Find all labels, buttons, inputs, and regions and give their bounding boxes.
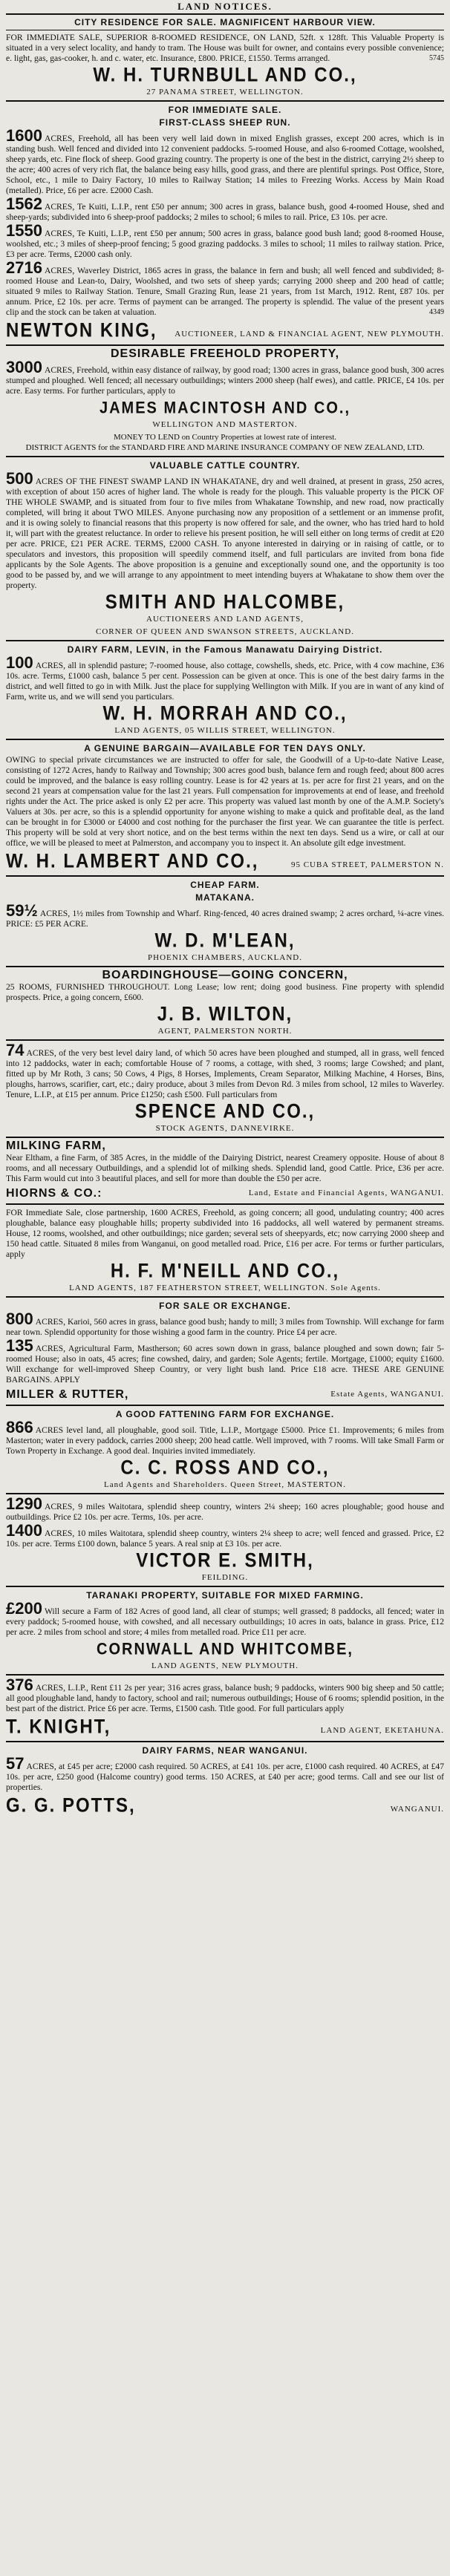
lot: 135 ACRES, Agricultural Farm, Mastherson; 60 acres sown down in grass, balance ploughed and sown down; fair 5-roomed House; also in oats, 45 acres; fine cowshed, dairy, and garden; Sole Agents; fertile. Mortgage, £1000; equity £1600. Will exchange for well-improved Sheep Country, or very light bush land. Price £18 acre. THESE ARE GENUINE BARGAINS. APPLY: [6, 1336, 444, 1385]
lot-acres: 3000: [6, 358, 42, 376]
ad-heading: DESIRABLE FREEHOLD PROPERTY,: [110, 347, 340, 360]
firm-address: LAND AGENTS, 187 FEATHERSTON STREET, WELLINGTON. Sole Agents.: [69, 1284, 381, 1292]
ad-body: OWING to special private circumstances we are instructed to offer for sale, the Goodwill of a Up-to-date Native Lease, consisting of 1272 Acres, handy to Railway and Township; 300 acres good bush, balance fern and rough feed; about 800 acres could be improved, and the balance is easy rolling country. Lease is for 42 years at 1s. per acre for first 21 years, and on the second 21 years at compensation value for the last 21 years. Full compensation for improvements at end of lease, and freehold rights under the Act. The price asked is only £2 per acre. This property was valued last month by one of the A.M.P. Society's Valuers at 30s. per acre, so this is a splendid opportunity for anyone wishing to make a quick and profitable deal, as the land can be brought in for £3000 or £4000 and cost nothing for the purchaser the first year. We can guarantee the title is perfect. This property will be sold at very short notice, and on the best terms within the next ten days. Send us a wire, or call at our office, we will be pleased to meet at Palmerston, and accompany you to inspect it. An absolute gilt edge investment.: [6, 755, 444, 848]
lot-acres: 800: [6, 1310, 33, 1328]
lot: 1600 ACRES, Freehold, all has been very well laid down in mixed English grasses, except 200 acres, which is in standing bush. Well fenced and divided into 12 convenient paddocks. 5-roomed House, and also 6-roomed Cottage, woolshed, sheep yards, etc. Fine flock of sheep. Good grazing country. The property is one of the best in the district, carrying 2½ sheep to the acre; 400 acres of very rich flat, the balance being easy hills, good grass, and there are plentiful springs. Post Office, Store, School, etc., 1 mile to Dairy Factory, 10 miles to Railway Station; 14 miles to Freezing Works. Access by Main Road (metalled). Price, £6 per acre. £2000 Cash.: [6, 126, 444, 195]
lot: £200 Will secure a Farm of 182 Acres of good land, all clear of stumps; well grassed; 8 paddocks, all fenced; water in every paddock; 5-roomed house, with cowshed, and all necessary outbuildings; 10 acres in oats, balance in grass. Price, £12 per acre. 2 miles from school and store; 4 miles from metalled road. Price £11 per acre.: [6, 1599, 444, 1637]
lot: 866 ACRES level land, all ploughable, good soil. Title, L.I.P., Mortgage £5000. Price £1. Improvements; 6 miles from Masterton; water in every paddock, carries 2000 sheep; 200 head cattle. Well improved, with 7 rooms. Will take Small Farm or Town Property in Exchange. A good deal. Inquiries invited immediately.: [6, 1418, 444, 1456]
firm-name: CORNWALL AND WHITCOMBE,: [97, 1640, 353, 1659]
firm-name: SMITH AND HALCOMBE,: [105, 591, 345, 614]
ad-heading: CHEAP FARM.: [190, 880, 260, 890]
firm-name: W. H. MORRAH AND CO.,: [102, 702, 348, 725]
firm-name: NEWTON KING,: [6, 319, 157, 342]
divider: [6, 1674, 444, 1676]
ad-waitotara: [6, 1494, 444, 1583]
lot: 59½ ACRES, 1½ miles from Township and Wharf. Ring-fenced, 40 acres drained swamp; 2 acres orchard, ¼-acre vines. PRICE: £5 PER ACRE.: [6, 901, 444, 929]
ad-genuine-bargain: [6, 743, 444, 872]
ad-heading: A GENUINE BARGAIN—AVAILABLE FOR TEN DAYS ONLY.: [84, 743, 366, 753]
ad-city-residence: [6, 17, 444, 97]
firm-address: 95 CUBA STREET, PALMERSTON N.: [290, 860, 444, 869]
lot: 1290 ACRES, 9 miles Waitotara, splendid sheep country, winters 2¼ sheep; 160 acres ploughable; good house and outbuildings. Price £2 10s. per acre. Terms, 10s. per acre.: [6, 1494, 444, 1522]
firm-address: STOCK AGENTS, DANNEVIRKE.: [155, 1124, 295, 1133]
lot: 800 ACRES, Karioi, 560 acres in grass, balance good bush; handy to mill; 3 miles from Township. Will exchange for farm near town. Splendid opportunity for those wishing a good farm in the country. Price £4 per acre.: [6, 1310, 444, 1337]
firm-name: C. C. ROSS AND CO.,: [120, 1457, 330, 1480]
firm-address: FEILDING.: [201, 1573, 249, 1582]
lot: 1550 ACRES, Te Kuiti, L.I.P., rent £50 per annum; 500 acres in grass, balance good bush land; good 8-roomed House, woolshed, etc.; 3 miles of sheep-proof fencing; 5 good grazing paddocks. 3 miles to school; 11 miles to railway station. Price, £3 per acre. Terms, £2000 cash only.: [6, 221, 444, 259]
ad-milking-farm: [6, 1141, 444, 1200]
ad-ref: 4349: [429, 308, 444, 316]
divider: [6, 875, 444, 877]
lot-acres: 1290: [6, 1494, 42, 1513]
lot-acres: 74: [6, 1041, 25, 1059]
lot: 3000 ACRES, Freehold, within easy distance of railway, by good road; 1300 acres in grass, balance good bush, 300 acres stumped and ploughed. Well fenced; all necessary outbuildings; winters 2000 sheep (half ewes), and cattle. PRICE, £4 10s. per acre. Easy terms. For further particulars, apply to: [6, 358, 444, 396]
lot-acres: 2716: [6, 258, 42, 277]
ad-heading: BOARDINGHOUSE—GOING CONCERN,: [102, 969, 348, 981]
ad-freehold-property: [6, 349, 444, 453]
ad-eketahuna: [6, 1678, 444, 1738]
firm-row: [6, 1387, 444, 1402]
ad-heading: TARANAKI PROPERTY, SUITABLE FOR MIXED FARMING.: [86, 1590, 364, 1601]
divider: [6, 1296, 444, 1298]
lot: 100 ACRES, all in splendid pasture; 7-roomed house, also cottage, cowshells, sheds, etc. Price, with 4 cow machine, £36 10s. acre. Terms, £1000 cash, balance 5 per cent. Possession can be given at once. This is one of the best dairy farms in the district, and well fitted to go in with Milk. Just the place for supplying Wellington with Milk. If you are in want of any kind of Farm, write us, and we will send you particulars.: [6, 653, 444, 702]
ad-heading: CITY RESIDENCE FOR SALE. MAGNIFICENT HARBOUR VIEW.: [74, 17, 376, 27]
divider: [6, 640, 444, 641]
ad-subheading: MATAKANA.: [195, 892, 255, 903]
ad-boardinghouse: [6, 970, 444, 1036]
lot: 500 ACRES OF THE FINEST SWAMP LAND IN WHAKATANE, dry and well drained, at present in grass, 250 acres, with exception of about 150 acres of higher land. The whole is ready for the plough. This valuable property is the PICK OF THE WHOLE SWAMP, and is situated from four to five miles from Whakatane Township, and new road, now practically completed, will bring it about TWO MILES. Anyone purchasing now any proposition of a settlement or an immense profit, and it is owing solely to financial reasons that this property is now offered for sale, and the owner, who has tried hard to hold it, will part with the greatest reluctance. In order to relieve his present position, he will sell either on long terms of credit at £20 per acre. PRICE, £21 PER ACRE. TERMS, £2000 CASH. To anyone interested in dairying or in raising of cattle, or to speculators and investors, this proposition will speedily commend itself, and full particulars are invited from bona fide applicants by the Sole Agents. The above proposition is a genuine and exceptionally sound one, and the opportunity is too good to be passed by, and we will arrange to any appointment to meet intending buyers at Whakatane to show them over the property.: [6, 469, 444, 590]
firm-name: T. KNIGHT,: [6, 1716, 111, 1739]
ad-heading: DAIRY FARMS, NEAR WANGANUI.: [142, 1745, 308, 1756]
firm-name: H. F. M'NEILL AND CO.,: [110, 1260, 340, 1283]
ad-heading: VALUABLE CATTLE COUNTRY.: [149, 460, 301, 471]
lot-acres: 866: [6, 1418, 33, 1436]
firm-name: W. D. M'LEAN,: [154, 929, 296, 952]
ad-taranaki: [6, 1590, 444, 1671]
ad-note: DISTRICT AGENTS for the STANDARD FIRE AND MARINE INSURANCE COMPANY OF NEW ZEALAND, LTD.: [25, 443, 425, 452]
lot-acres: 57: [6, 1754, 25, 1773]
divider: [6, 1741, 444, 1742]
firm-name: MILLER & RUTTER,: [6, 1388, 129, 1401]
section-masthead: LAND NOTICES.: [6, 1, 444, 15]
ad-heading: DAIRY FARM, LEVIN, in the Famous Manawatu Dairying District.: [67, 644, 383, 655]
ad-ref: 5745: [429, 54, 444, 62]
firm-address: AGENT, PALMERSTON NORTH.: [157, 1027, 293, 1036]
firm-name: VICTOR E. SMITH,: [136, 1549, 314, 1572]
divider: [6, 100, 444, 102]
firm-address: Estate Agents, WANGANUI.: [330, 1390, 444, 1399]
ad-cheap-farm: [6, 880, 444, 963]
ad-subheading: FIRST-CLASS SHEEP RUN.: [159, 117, 291, 128]
firm-row: [6, 1716, 444, 1738]
lot-acres: 500: [6, 469, 33, 488]
ad-fattening-farm: [6, 1409, 444, 1490]
divider: [6, 739, 444, 740]
divider: [6, 1586, 444, 1587]
firm-address: AUCTIONEER, LAND & FINANCIAL AGENT, NEW PLYMOUTH.: [175, 330, 444, 339]
divider: [6, 1203, 444, 1205]
ad-dairy-land: [6, 1041, 444, 1134]
firm-address: Land, Estate and Financial Agents, WANGANUI.: [248, 1189, 444, 1197]
ad-cattle-country: [6, 460, 444, 637]
firm-row: [6, 319, 444, 341]
ad-immediate-sale: [6, 1208, 444, 1293]
firm-name: W. H. TURNBULL AND CO.,: [93, 64, 357, 87]
ad-heading: A GOOD FATTENING FARM FOR EXCHANGE.: [115, 1409, 335, 1419]
divider: [6, 966, 444, 967]
ad-note: MONEY TO LEND on Country Properties at lowest rate of interest.: [113, 433, 337, 442]
firm-row: [6, 1794, 444, 1817]
firm-name: G. G. POTTS,: [6, 1794, 136, 1817]
ad-heading: FOR SALE OR EXCHANGE.: [159, 1301, 291, 1311]
firm-address: LAND AGENTS, NEW PLYMOUTH.: [151, 1661, 299, 1670]
firm-name: SPENCE AND CO.,: [134, 1100, 316, 1123]
divider: [6, 1039, 444, 1041]
divider: [6, 456, 444, 457]
lot-acres: 1562: [6, 194, 42, 213]
lot: 2716 ACRES, Waverley District, 1865 acres in grass, the balance in fern and bush; all well fenced and subdivided; 8-roomed House and Lean-to, Dairy, Woolshed, and two sets of sheep yards; carrying 2000 sheep and 200 head of cattle; situated 9 miles to Railway Station. Tenure, Small Grazing Run, lease 21 years, from 1st March, 1912. Rent, £87 10s. per annum. Price, £2 10s. per acre. Terms of payment can be arranged. The property is splendid. The value of the present years clip and the stock can be taken at valuation. 4349: [6, 258, 444, 317]
lot-acres: 1550: [6, 221, 42, 240]
lot-acres: £200: [6, 1599, 42, 1618]
lot-acres: 1600: [6, 126, 42, 145]
divider: [6, 1493, 444, 1494]
ad-sale-or-exchange: [6, 1301, 444, 1402]
divider: [6, 1405, 444, 1406]
firm-name: J. B. WILTON,: [157, 1003, 293, 1026]
ad-heading: MILKING FARM,: [6, 1140, 106, 1152]
firm-row: [6, 850, 444, 872]
ad-sheep-run: [6, 105, 444, 341]
firm-address: 27 PANAMA STREET, WELLINGTON.: [146, 88, 304, 97]
firm-address: WANGANUI.: [390, 1805, 444, 1814]
firm-name: JAMES MACINTOSH AND CO.,: [99, 399, 351, 418]
lot-acres: 100: [6, 653, 33, 672]
lot-acres: 376: [6, 1676, 33, 1694]
firm-address: LAND AGENT, EKETAHUNA.: [320, 1726, 444, 1735]
ad-body: FOR IMMEDIATE SALE, SUPERIOR 8-ROOMED RESIDENCE, ON LAND, 52ft. x 128ft. This Valuable Property is situated in a very select locality, and handy to tram. The House was built for owner, and contains every possible convenience; e. light, gas, gas-cooker, h. and c. water, etc. Insurance, £800. PRICE, £1550. Terms arranged. 5745: [6, 33, 444, 63]
lot-acres: 59½: [6, 901, 38, 920]
firm-row: [6, 1186, 444, 1200]
ad-dairy-farm-levin: [6, 644, 444, 736]
ad-dairy-farms-wanganui: [6, 1745, 444, 1817]
ad-heading: FOR IMMEDIATE SALE.: [168, 105, 282, 115]
firm-address: Land Agents and Shareholders. Queen Street, MASTERTON.: [104, 1480, 346, 1489]
firm-name: W. H. LAMBERT AND CO.,: [6, 850, 259, 873]
lot: 376 ACRES, L.I.P., Rent £11 2s per year; 316 acres grass, balance bush; 9 paddocks, winters 900 big sheep and 50 cattle; all good ploughable land, handy to factory, school and rail; numerous outbuildings; House of 6 rooms; splendid position, in the best part of the district. Price £6 per acre. Terms, £1500 cash. Title good. For full particulars apply: [6, 1676, 444, 1713]
firm-address: AUCTIONEERS AND LAND AGENTS,: [146, 615, 304, 624]
ad-body: Near Eltham, a fine Farm, of 385 Acres, in the middle of the Dairying District, nearest Creamery opposite. House of about 8 rooms, and all necessary Outbuildings, and a splendid lot of milking sheds. Splendid land, good Cattle. Price, £36 per acre. This Farm would cut into 3 beautiful places, and sell for more than double the £50 per acre.: [6, 1153, 444, 1183]
lot: 1562 ACRES, Te Kuiti, L.I.P., rent £50 per annum; 300 acres in grass, balance bush, good 4-roomed House, shed and sheep-yards; subdivided into 6 sheep-proof paddocks; 2 miles to school; 6 miles to rail. Price, £3 10s. per acre.: [6, 194, 444, 222]
divider: [6, 1137, 444, 1138]
firm-name: HIORNS & CO.:: [6, 1187, 102, 1200]
firm-address-2: CORNER OF QUEEN AND SWANSON STREETS, AUCKLAND.: [96, 627, 354, 636]
ad-body: FOR Immediate Sale, close partnership, 1600 ACRES, Freehold, as going concern; all good, undulating country; 400 acres ploughable, balance easy ploughable hills; property subdivided into 16 paddocks, all well watered by permanent streams. House, 12 rooms, woolshed, and other outbuildings; nice garden; several sets of sheepyards, etc; now carrying 2000 sheep and 150 head cattle. Situated 8 miles from Wanganui, on good metalled road. Price, £16 per acre. For terms or further particulars, apply: [6, 1208, 444, 1259]
lot: 1400 ACRES, 10 miles Waitotara, splendid sheep country, winters 2¼ sheep to acre; well fenced and grassed. Price, £2 10s. per acre. Terms £100 down, balance 5 years. A real snip at £3 10s. per acre.: [6, 1521, 444, 1549]
firm-address: LAND AGENTS, 05 WILLIS STREET, WELLINGTON.: [114, 726, 336, 735]
firm-address: PHOENIX CHAMBERS, AUCKLAND.: [148, 953, 302, 962]
ad-body: 25 ROOMS, FURNISHED THROUGHOUT. Long Lease; low rent; doing good business. Fine property with splendid prospects. Price, a going concern, £600.: [6, 982, 444, 1002]
lot-acres: 1400: [6, 1521, 42, 1540]
firm-address: WELLINGTON AND MASTERTON.: [152, 420, 298, 429]
divider: [6, 344, 444, 346]
lot: 74 ACRES, of the very best level dairy land, of which 50 acres have been ploughed and stumped, all in grass, well fenced into 12 paddocks, water in each; comfortable House of 7 rooms, a cottage, with shed, 3 rooms; large Cowshed; and plant, fitted up by Mr Roth, 3 cans; 50 Cows, 4 Pigs, 8 Horses, Implements, Cream Separator, Milking Machine, 4 Horses, Bins, ploughs, harrows, scarifier, cart, etc.; dairy produce, about 3 miles from Devon Rd. 3 miles from school, 12 miles to Waverley. Tenure, L.I.P., at £15 per annum. Price £1250; cash £500. Full particulars from: [6, 1041, 444, 1099]
lot-acres: 135: [6, 1336, 33, 1355]
lot: 57 ACRES, at £45 per acre; £2000 cash required. 50 ACRES, at £41 10s. per acre, £1000 cash required. 40 ACRES, at £47 10s. per acre, £250 good (Halcome country) good terms. 150 ACRES, at £40 per acre; good terms. Call and see our list of properties.: [6, 1754, 444, 1792]
